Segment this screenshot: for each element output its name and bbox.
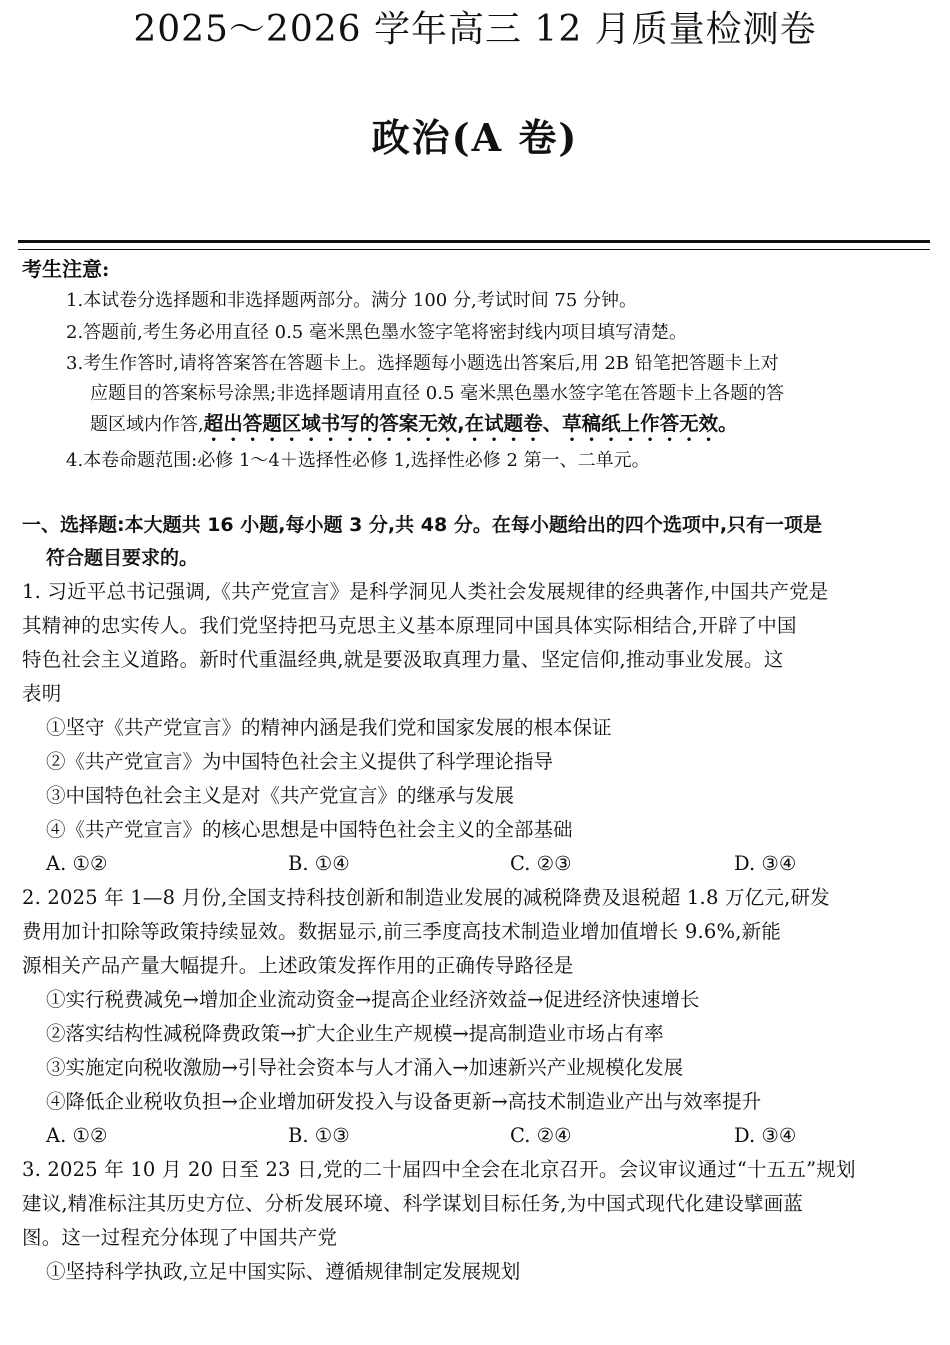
question-1-stem-line: 1. 习近平总书记强调,《共产党宣言》是科学洞见人类社会发展规律的经典著作,中国共产党是 <box>22 580 829 603</box>
choice-a: A. ①② <box>46 1124 108 1147</box>
question-2-stem-line: 2. 2025 年 1—8 月份,全国支持科技创新和制造业发展的减税降费及退税超 1.8 万亿元,研发 <box>22 886 830 909</box>
question-3-statement: ①坚持科学执政,立足中国实际、遵循规律制定发展规划 <box>46 1260 521 1283</box>
question-3-stem-line: 3. 2025 年 10 月 20 日至 23 日,党的二十届四中全会在北京召开。会议审议通过“十五五”规划 <box>22 1158 856 1181</box>
question-1-stem-line: 其精神的忠实传人。我们党坚持把马克思主义基本原理同中国具体实际相结合,开辟了中国 <box>22 614 797 637</box>
question-2-statement: ①实行税费减免→增加企业流动资金→提高企业经济效益→促进经济快速增长 <box>46 988 700 1011</box>
notice-item-number: 2. <box>66 322 84 343</box>
section-heading: 一、选择题:本大题共 16 小题,每小题 3 分,共 48 分。在每小题给出的四个选项中,只有一项是 <box>22 514 823 536</box>
notice-item-number: 3. <box>66 353 84 374</box>
question-1-choices <box>46 847 926 881</box>
notice-plain-text: 题区域内作答, <box>90 414 204 435</box>
question-2-choices <box>46 1119 926 1153</box>
header-divider <box>18 240 930 250</box>
choice-d: D. ③④ <box>734 1124 797 1147</box>
choice-d: D. ③④ <box>734 852 797 875</box>
notice-emphasized-text: 超出答题区域书写的答案无效,在试题卷、草稿纸上作答无效。 <box>203 412 738 435</box>
question-1-statement: ④《共产党宣言》的核心思想是中国特色社会主义的全部基础 <box>46 818 573 841</box>
question-1-stem-line: 表明 <box>22 682 62 705</box>
subject-title: 政治(A 卷) <box>371 115 579 160</box>
notice-item-3 <box>66 347 930 380</box>
choice-b: B. ①④ <box>288 852 350 875</box>
notice-item-text: 本卷命题范围:必修 1～4＋选择性必修 1,选择性必修 2 第一、二单元。 <box>83 450 650 471</box>
choice-c: C. ②③ <box>510 852 572 875</box>
choice-a: A. ①② <box>46 852 108 875</box>
notice-item-number: 4. <box>66 450 84 471</box>
notice-item-number: 1. <box>66 290 84 311</box>
notice-item-text: 答题前,考生务必用直径 0.5 毫米黑色墨水签字笔将密封线内项目填写清楚。 <box>83 322 687 343</box>
exam-title: 2025～2026 学年高三 12 月质量检测卷 <box>133 9 817 50</box>
question-2-stem-line: 源相关产品产量大幅提升。上述政策发挥作用的正确传导路径是 <box>22 954 574 977</box>
question-2-statement: ③实施定向税收激励→引导社会资本与人才涌入→加速新兴产业规模化发展 <box>46 1056 684 1079</box>
question-1-statement: ③中国特色社会主义是对《共产党宣言》的继承与发展 <box>46 784 515 807</box>
section-heading-continued: 符合题目要求的。 <box>46 547 199 569</box>
notice-item-text: 本试卷分选择题和非选择题两部分。满分 100 分,考试时间 75 分钟。 <box>83 290 638 311</box>
question-2-stem-line: 费用加计扣除等政策持续显效。数据显示,前三季度高技术制造业增加值增长 9.6%,新能 <box>22 920 782 943</box>
notice-item-3-continued: 应题目的答案标号涂黑;非选择题请用直径 0.5 毫米黑色墨水签字笔在答题卡上各题的答 <box>90 383 785 404</box>
notice-item-2 <box>66 316 930 349</box>
question-2-statement: ④降低企业税收负担→企业增加研发投入与设备更新→高技术制造业产出与效率提升 <box>46 1090 762 1113</box>
notice-item-3-continued-2 <box>90 407 930 446</box>
notice-item-1 <box>66 284 930 317</box>
question-2-statement: ②落实结构性减税降费政策→扩大企业生产规模→提高制造业市场占有率 <box>46 1022 664 1045</box>
notice-heading: 考生注意: <box>22 257 110 281</box>
choice-c: C. ②④ <box>510 1124 572 1147</box>
choice-b: B. ①③ <box>288 1124 350 1147</box>
question-3-stem-line: 图。这一过程充分体现了中国共产党 <box>22 1226 338 1249</box>
question-1-stem-line: 特色社会主义道路。新时代重温经典,就是要汲取真理力量、坚定信仰,推动事业发展。这 <box>22 648 784 671</box>
question-1-statement: ②《共产党宣言》为中国特色社会主义提供了科学理论指导 <box>46 750 554 773</box>
notice-item-4 <box>66 444 930 477</box>
notice-item-text: 考生作答时,请将答案答在答题卡上。选择题每小题选出答案后,用 2B 铅笔把答题卡上对 <box>83 353 779 374</box>
question-3-stem-line: 建议,精准标注其历史方位、分析发展环境、科学谋划目标任务,为中国式现代化建设擘画蓝 <box>22 1192 804 1215</box>
question-1-statement: ①坚守《共产党宣言》的精神内涵是我们党和国家发展的根本保证 <box>46 716 612 739</box>
